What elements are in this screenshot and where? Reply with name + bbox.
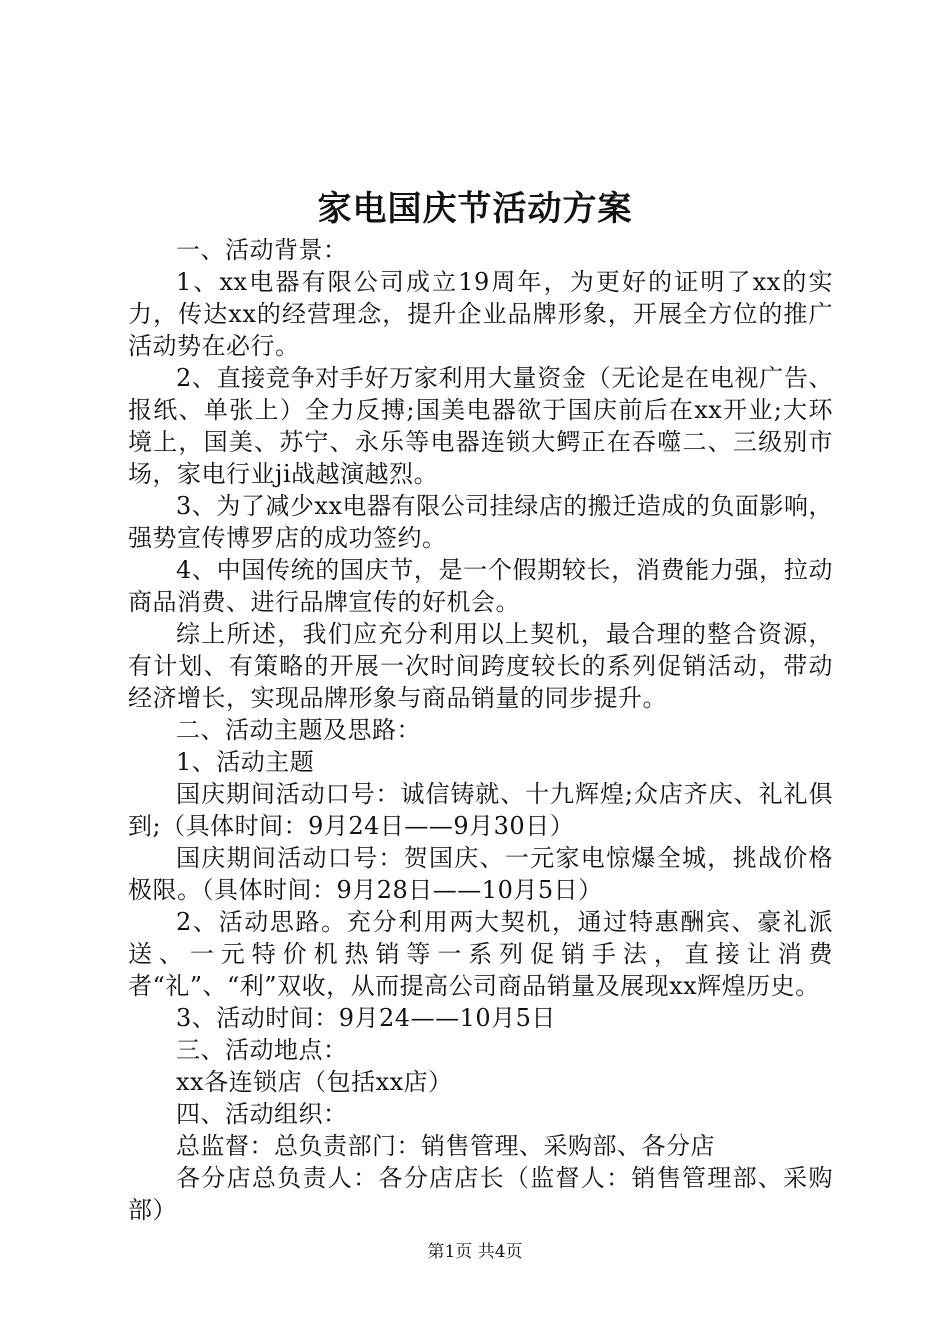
section-heading-background: 一、活动背景： — [176, 236, 348, 264]
section-heading-organization: 四、活动组织： — [176, 1100, 348, 1128]
paragraph-background-1: 1、xx电器有限公司成立19周年，为更好的证明了xx的实力，传达xx的经营理念，提升企业品牌形象，开展全方位的推广活动势在必行。 — [128, 268, 833, 360]
document-body — [128, 234, 833, 1226]
subheading-theme: 1、活动主题 — [176, 748, 315, 776]
section-heading-theme: 二、活动主题及思路： — [176, 716, 421, 744]
paragraph-slogan-2: 国庆期间活动口号：贺国庆、一元家电惊爆全城，挑战价格极限。（具体时间：9月28日——10月5日） — [128, 844, 833, 904]
paragraph-background-4: 4、中国传统的国庆节，是一个假期较长，消费能力强，拉动商品消费、进行品牌宣传的好机会。 — [128, 556, 833, 616]
section-heading-location: 三、活动地点： — [176, 1036, 348, 1064]
document-title: 家电国庆节活动方案 — [317, 189, 633, 229]
paragraph-background-2: 2、直接竞争对手好万家利用大量资金（无论是在电视广告、报纸、单张上）全力反搏;国美电器欲于国庆前后在xx开业;大环境上，国美、苏宁、永乐等电器连锁大鳄正在吞噬二、三级别市场，家电行业ji战越演越烈。 — [128, 364, 833, 488]
paragraph-background-3: 3、为了减少xx电器有限公司挂绿店的搬迁造成的负面影响，强势宣传博罗店的成功签约。 — [128, 492, 833, 552]
paragraph-slogan-1: 国庆期间活动口号：诚信铸就、十九辉煌;众店齐庆、礼礼俱到;（具体时间：9月24日——9月30日） — [128, 780, 833, 840]
paragraph-supervision: 总监督：总负责部门：销售管理、采购部、各分店 — [176, 1132, 715, 1160]
paragraph-location: xx各连锁店（包括xx店） — [176, 1068, 453, 1096]
paragraph-time: 3、活动时间：9月24——10月5日 — [176, 1004, 556, 1032]
page-footer: 第1页 共4页 — [427, 1242, 523, 1262]
paragraph-approach: 2、活动思路。充分利用两大契机，通过特惠酬宾、豪礼派送、一元特价机热销等一系列促销手法，直接让消费者“礼”、“利”双收，从而提高公司商品销量及展现xx辉煌历史。 — [128, 908, 833, 1000]
paragraph-store-managers: 各分店总负责人：各分店店长（监督人：销售管理部、采购部） — [128, 1164, 833, 1224]
paragraph-summary: 综上所述，我们应充分利用以上契机，最合理的整合资源，有计划、有策略的开展一次时间跨度较长的系列促销活动，带动经济增长，实现品牌形象与商品销量的同步提升。 — [128, 620, 833, 712]
